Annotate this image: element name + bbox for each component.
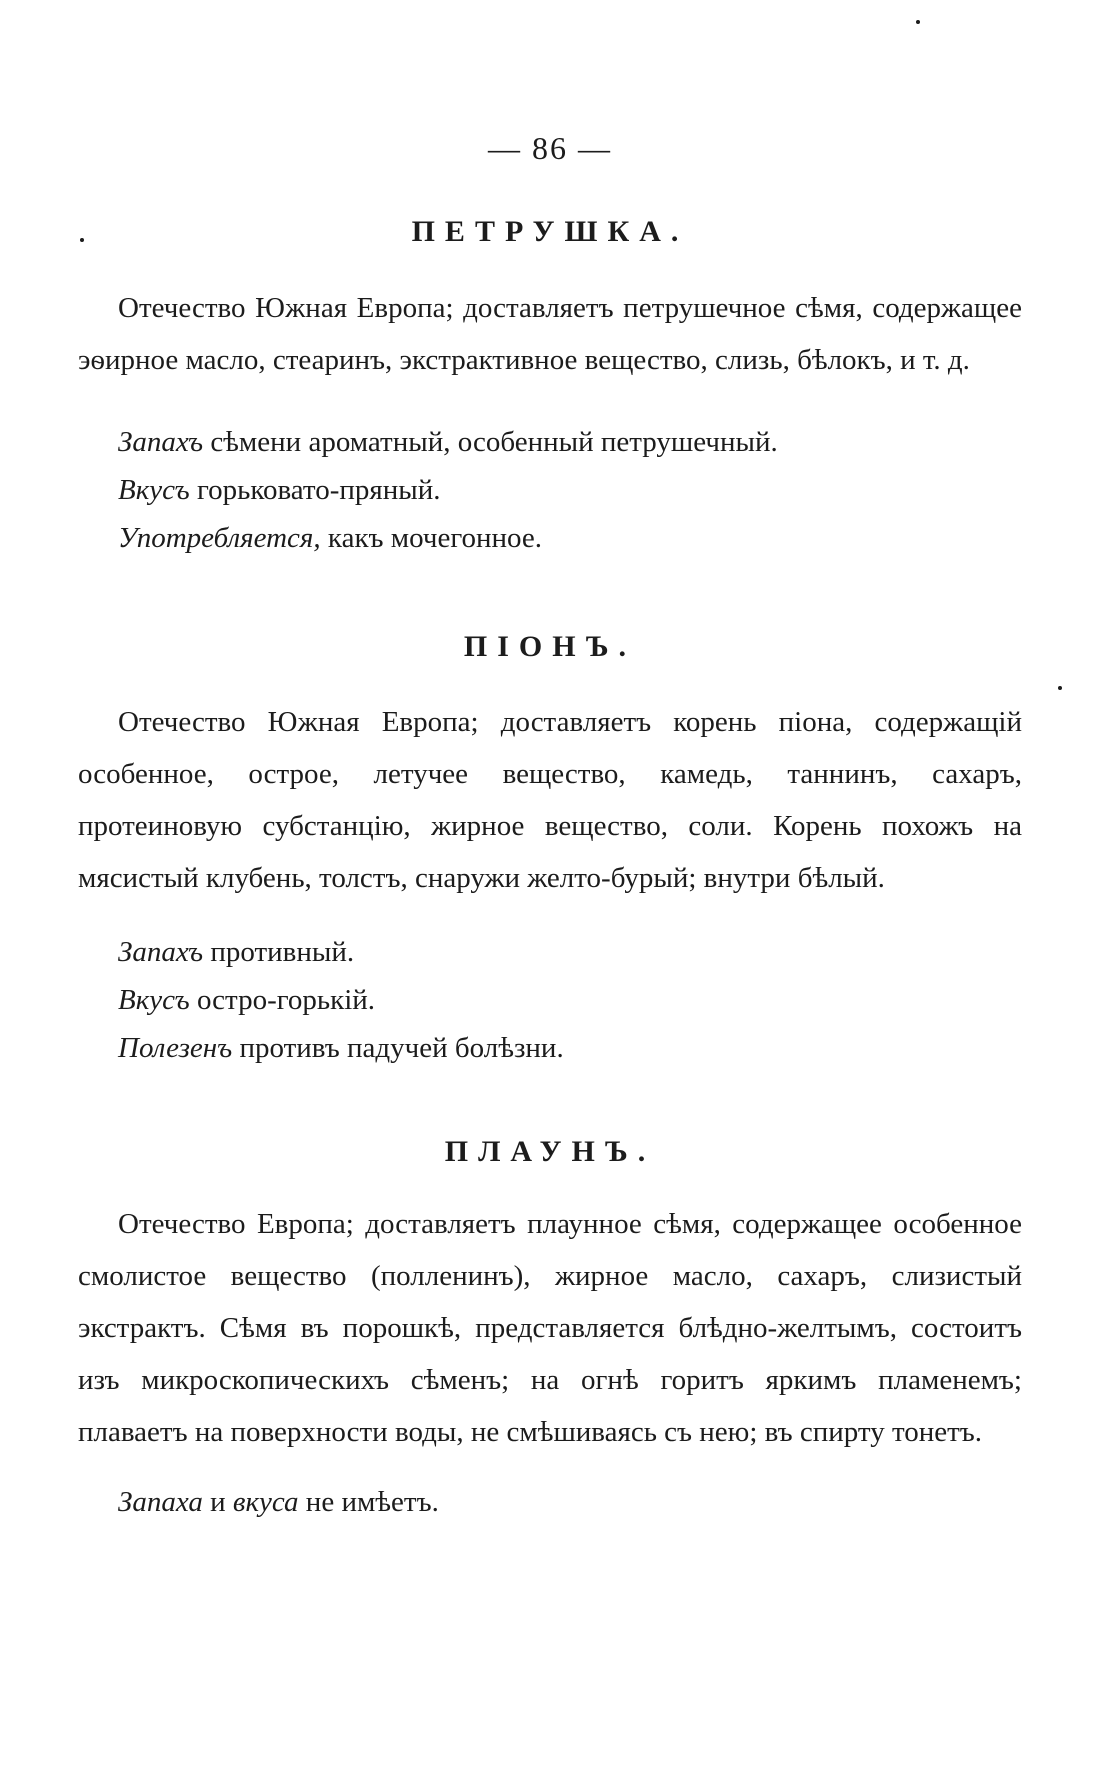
entry-title-clubmoss: ПЛАУНЪ. <box>444 1135 656 1168</box>
scan-speck <box>1058 686 1062 690</box>
entry-line-text: остро-горькій. <box>189 984 376 1016</box>
entry-line-text: противъ падучей болѣзни. <box>232 1032 564 1064</box>
entry-title-peony: ПІОНЪ. <box>463 630 637 663</box>
entry-line-text: какъ мочегонное. <box>320 522 543 554</box>
page-number: — 86 — <box>488 130 612 166</box>
entry-line-use <box>118 512 542 564</box>
book-page <box>78 0 1022 1770</box>
entry-line-smell <box>118 926 354 978</box>
entry-line-taste <box>118 464 440 516</box>
entry-line-text: горьковато-пряный. <box>189 474 441 506</box>
entry-line-label: вкуса <box>232 1486 299 1518</box>
entry-description-clubmoss: Отечество Европа; доставляетъ плаунное сѣмя, содержащее особенное смолистое вещество (полленинъ), жирное масло, сахаръ, слизистый экстрактъ. Сѣмя въ порошкѣ, представляется блѣдно-желтымъ, состоитъ изъ микроскопическихъ сѣменъ; на огнѣ горитъ яркимъ пламенемъ; плаваетъ на поверхности воды, не смѣшиваясь съ нею; въ спирту тонетъ. <box>78 1208 1022 1448</box>
entry-line-text: противный. <box>203 936 355 968</box>
entry-line-label: Вкусъ <box>118 984 190 1016</box>
scan-speck <box>916 20 920 24</box>
entry-line-smell-taste <box>118 1476 439 1528</box>
entry-title-parsley: ПЕТРУШКА. <box>411 215 689 248</box>
scan-speck <box>80 238 84 242</box>
entry-line-taste <box>118 974 375 1026</box>
entry-line-text: не имѣетъ. <box>298 1486 439 1518</box>
entry-line-text: и <box>202 1486 233 1518</box>
entry-description-parsley: Отечество Южная Европа; доставляетъ петрушечное сѣмя, содержащее эѳирное масло, стеаринъ, экстрактивное вещество, слизь, бѣлокъ, и т. д. <box>78 292 1022 376</box>
entry-line-use <box>118 1022 564 1074</box>
entry-line-label: Запаха <box>118 1486 203 1518</box>
entry-line-label: Запахъ <box>118 426 204 458</box>
entry-line-smell <box>118 416 778 468</box>
entry-line-label: Употребляется, <box>118 522 321 554</box>
entry-line-label: Вкусъ <box>118 474 190 506</box>
entry-line-text: сѣмени ароматный, особенный петрушечный. <box>203 426 778 458</box>
entry-description-peony: Отечество Южная Европа; доставляетъ корень піона, содержащій особенное, острое, летучее вещество, камедь, таннинъ, сахаръ, протеиновую субстанцію, жирное вещество, соли. Корень похожъ на мясистый клубень, толстъ, снаружи желто-бурый; внутри бѣлый. <box>78 706 1022 894</box>
entry-line-label: Запахъ <box>118 936 204 968</box>
entry-line-label: Полезенъ <box>118 1032 233 1064</box>
